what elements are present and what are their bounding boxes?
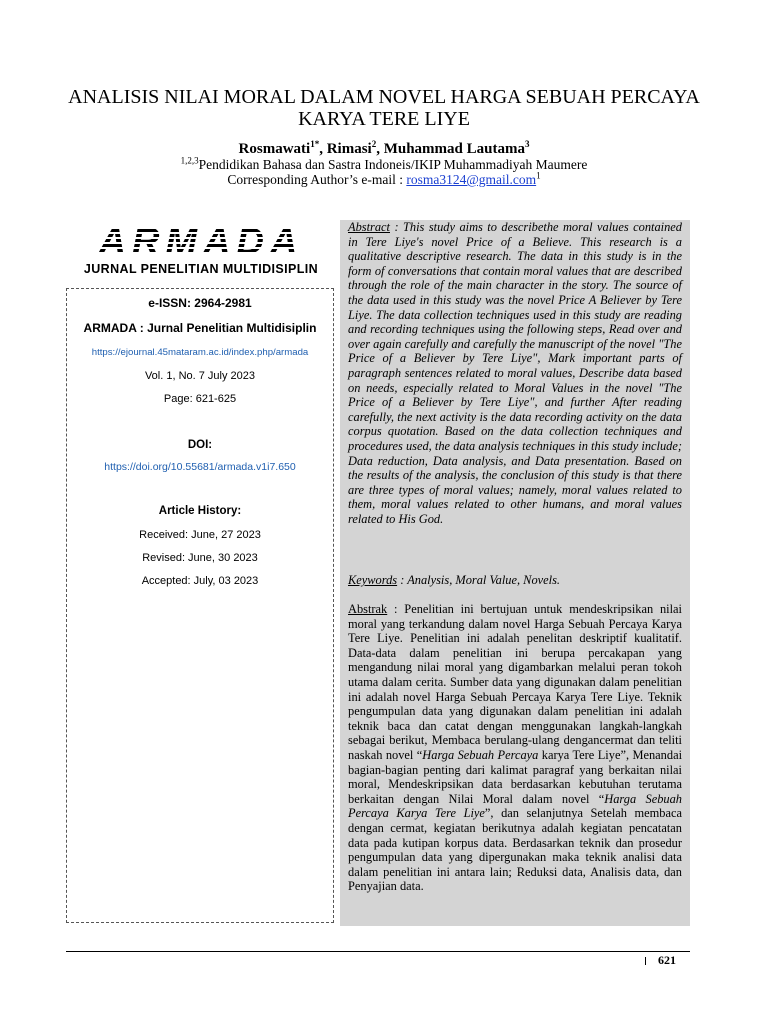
- history-label: Article History:: [158, 505, 242, 517]
- abstrak-text: : Penelitian ini bertujuan untuk mendeskripsikan nilai moral yang terkandung dalam novel Harga Sebuah Percaya Karya Tere Liye. Penelitian ini adalah penelitan deskriptif kualitatif. Data-data dalam penelitian ini berupa percakapan yang mengandung nilai moral yang digambarkan melalui peran tokoh utama dalam cerita. Sumber data yang digunakan dalam penelitian ini adalah novel Harga Sebuah Percaya Karya Tere Liye. Teknik pengumpulan data yang digunakan dalam penelitian ini adalah teknik baca dan catat dengan menggunakan langkah-langkah sebagai berikut, Membaca berulang-ulang dengancermat dan teliti naskah novel “: [348, 602, 682, 762]
- revised-date: Revised: June, 30 2023: [142, 552, 258, 564]
- journal-name: ARMADA : Jurnal Penelitian Multidisiplin: [83, 321, 317, 335]
- keywords-label: Keywords: [348, 573, 398, 587]
- author-superscript: 1*: [310, 139, 320, 149]
- received-date: Received: June, 27 2023: [139, 529, 261, 541]
- keywords: [348, 573, 682, 588]
- accepted-date: Accepted: July, 03 2023: [141, 575, 259, 587]
- abstract-panel: [340, 220, 690, 926]
- logo-subtitle: JURNAL PENELITIAN MULTIDISIPLIN: [83, 262, 319, 276]
- corresponding-email-link[interactable]: rosma3124@gmail.com: [406, 172, 537, 187]
- abstrak-novel-title: Harga Sebuah Percaya: [422, 747, 539, 762]
- author-name: Rimasi: [326, 141, 372, 157]
- paper-title: [60, 86, 708, 130]
- author-list: Rosmawati$^{1*}$, Rimasi$^2$, Muhammad Lautama$^3$: [238, 139, 530, 157]
- abstrak-text: karya Tere Liye”, Menandai bagian-bagian penting dari kalimat paragraf yang berkaitan nilai moral, Mendeskripsikan data berdasarkan kebutuhan terutama berkaitan dengan Nilai Moral dalam novel “: [348, 747, 683, 806]
- affiliation-text: Pendidikan Bahasa dan Sastra Indoneis/IKIP Muhammadiyah Maumere: [198, 157, 588, 172]
- doi-link[interactable]: https://doi.org/10.55681/armada.v1i7.650: [104, 461, 296, 473]
- abstract-indonesian: [348, 602, 682, 894]
- abstrak-text: ”, dan selanjutnya Setelah membaca dengan cermat, kegiatan berikutnya adalah kegiatan pencatatan data pada kutipan korpus data. Berdasarkan teknik dan prosedur pengumpulan data yang dipergunakan maka teknik analisi data dalam penelitian ini antara lain; Reduksi data, Analisis data, dan Penyajian data.: [348, 806, 682, 894]
- page-number: 621: [658, 953, 676, 967]
- journal-url-link[interactable]: https://ejournal.45mataram.ac.id/index.php/armada: [91, 347, 309, 358]
- abstrak-label: Abstrak: [348, 602, 388, 616]
- logo-wordmark: ARMADA: [78, 224, 324, 260]
- abstract-english: [348, 220, 682, 526]
- page-number-separator: [645, 957, 646, 965]
- corresponding-superscript: 1: [536, 170, 541, 181]
- volume-info: Vol. 1, No. 7 July 2023: [144, 370, 256, 382]
- abstrak-novel-title: Harga Sebuah Percaya Karya Tere Liye: [348, 791, 682, 821]
- eissn: e-ISSN: 2964-2981: [148, 296, 252, 310]
- paper-title-line-1: ANALISIS NILAI MORAL DALAM NOVEL HARGA SEBUAH PERCAYA: [68, 86, 700, 108]
- abstract-label: Abstract: [348, 220, 390, 234]
- author-superscript: 2: [371, 139, 377, 149]
- corresponding-prefix: Corresponding Author’s e-mail :: [227, 172, 407, 187]
- abstract-english-text: : This study aims to describethe moral values contained in Tere Liye's novel Price of a Believe. This research is a qualitative descriptive research. The data in this study is in the form of conversations that contain moral values that are described through the role of the main character in the story. The source of the data used in this study was the novel Price A Believer by Tere Liye. The data collection techniques used in this study are reading and recording techniques using the following steps, Read over and over again carefully and carefully the manuscript of the novel "The Price of a Believer by Tere Liye", Mark important parts of paragraph sentences related to moral values, Describe data based on needs, especially related to Moral Values in the novel "The Price of a Believer by Tere Liye", and further After reading carefully, the next activity is the data recording activity on the data corpus quotation. Based on the data collection techniques and procedures used, the data analysis techniques in this study include; Data reduction, Data analysis, and Data presentation. Based on the results of the analysis, the conclusion of this study is that there are three types of moral values; namely, moral values related to them, moral values related to other humans, and moral values related to His God.: [348, 220, 682, 526]
- journal-logo: [72, 221, 330, 278]
- doi-label: DOI:: [187, 439, 213, 451]
- article-info-box: [66, 288, 334, 923]
- footer-rule: [66, 951, 690, 952]
- author-superscript: 3: [524, 139, 530, 149]
- keywords-text: : Analysis, Moral Value, Novels.: [397, 573, 561, 587]
- author-name: Muhammad Lautama: [383, 141, 525, 157]
- corresponding-author: [60, 172, 708, 187]
- author-name: Rosmawati: [238, 141, 311, 157]
- paper-title-line-2: KARYA TERE LIYE: [298, 108, 470, 130]
- affiliation: [60, 157, 708, 172]
- affiliation-superscript: 1,2,3: [180, 155, 199, 166]
- page-range: Page: 621-625: [163, 393, 237, 405]
